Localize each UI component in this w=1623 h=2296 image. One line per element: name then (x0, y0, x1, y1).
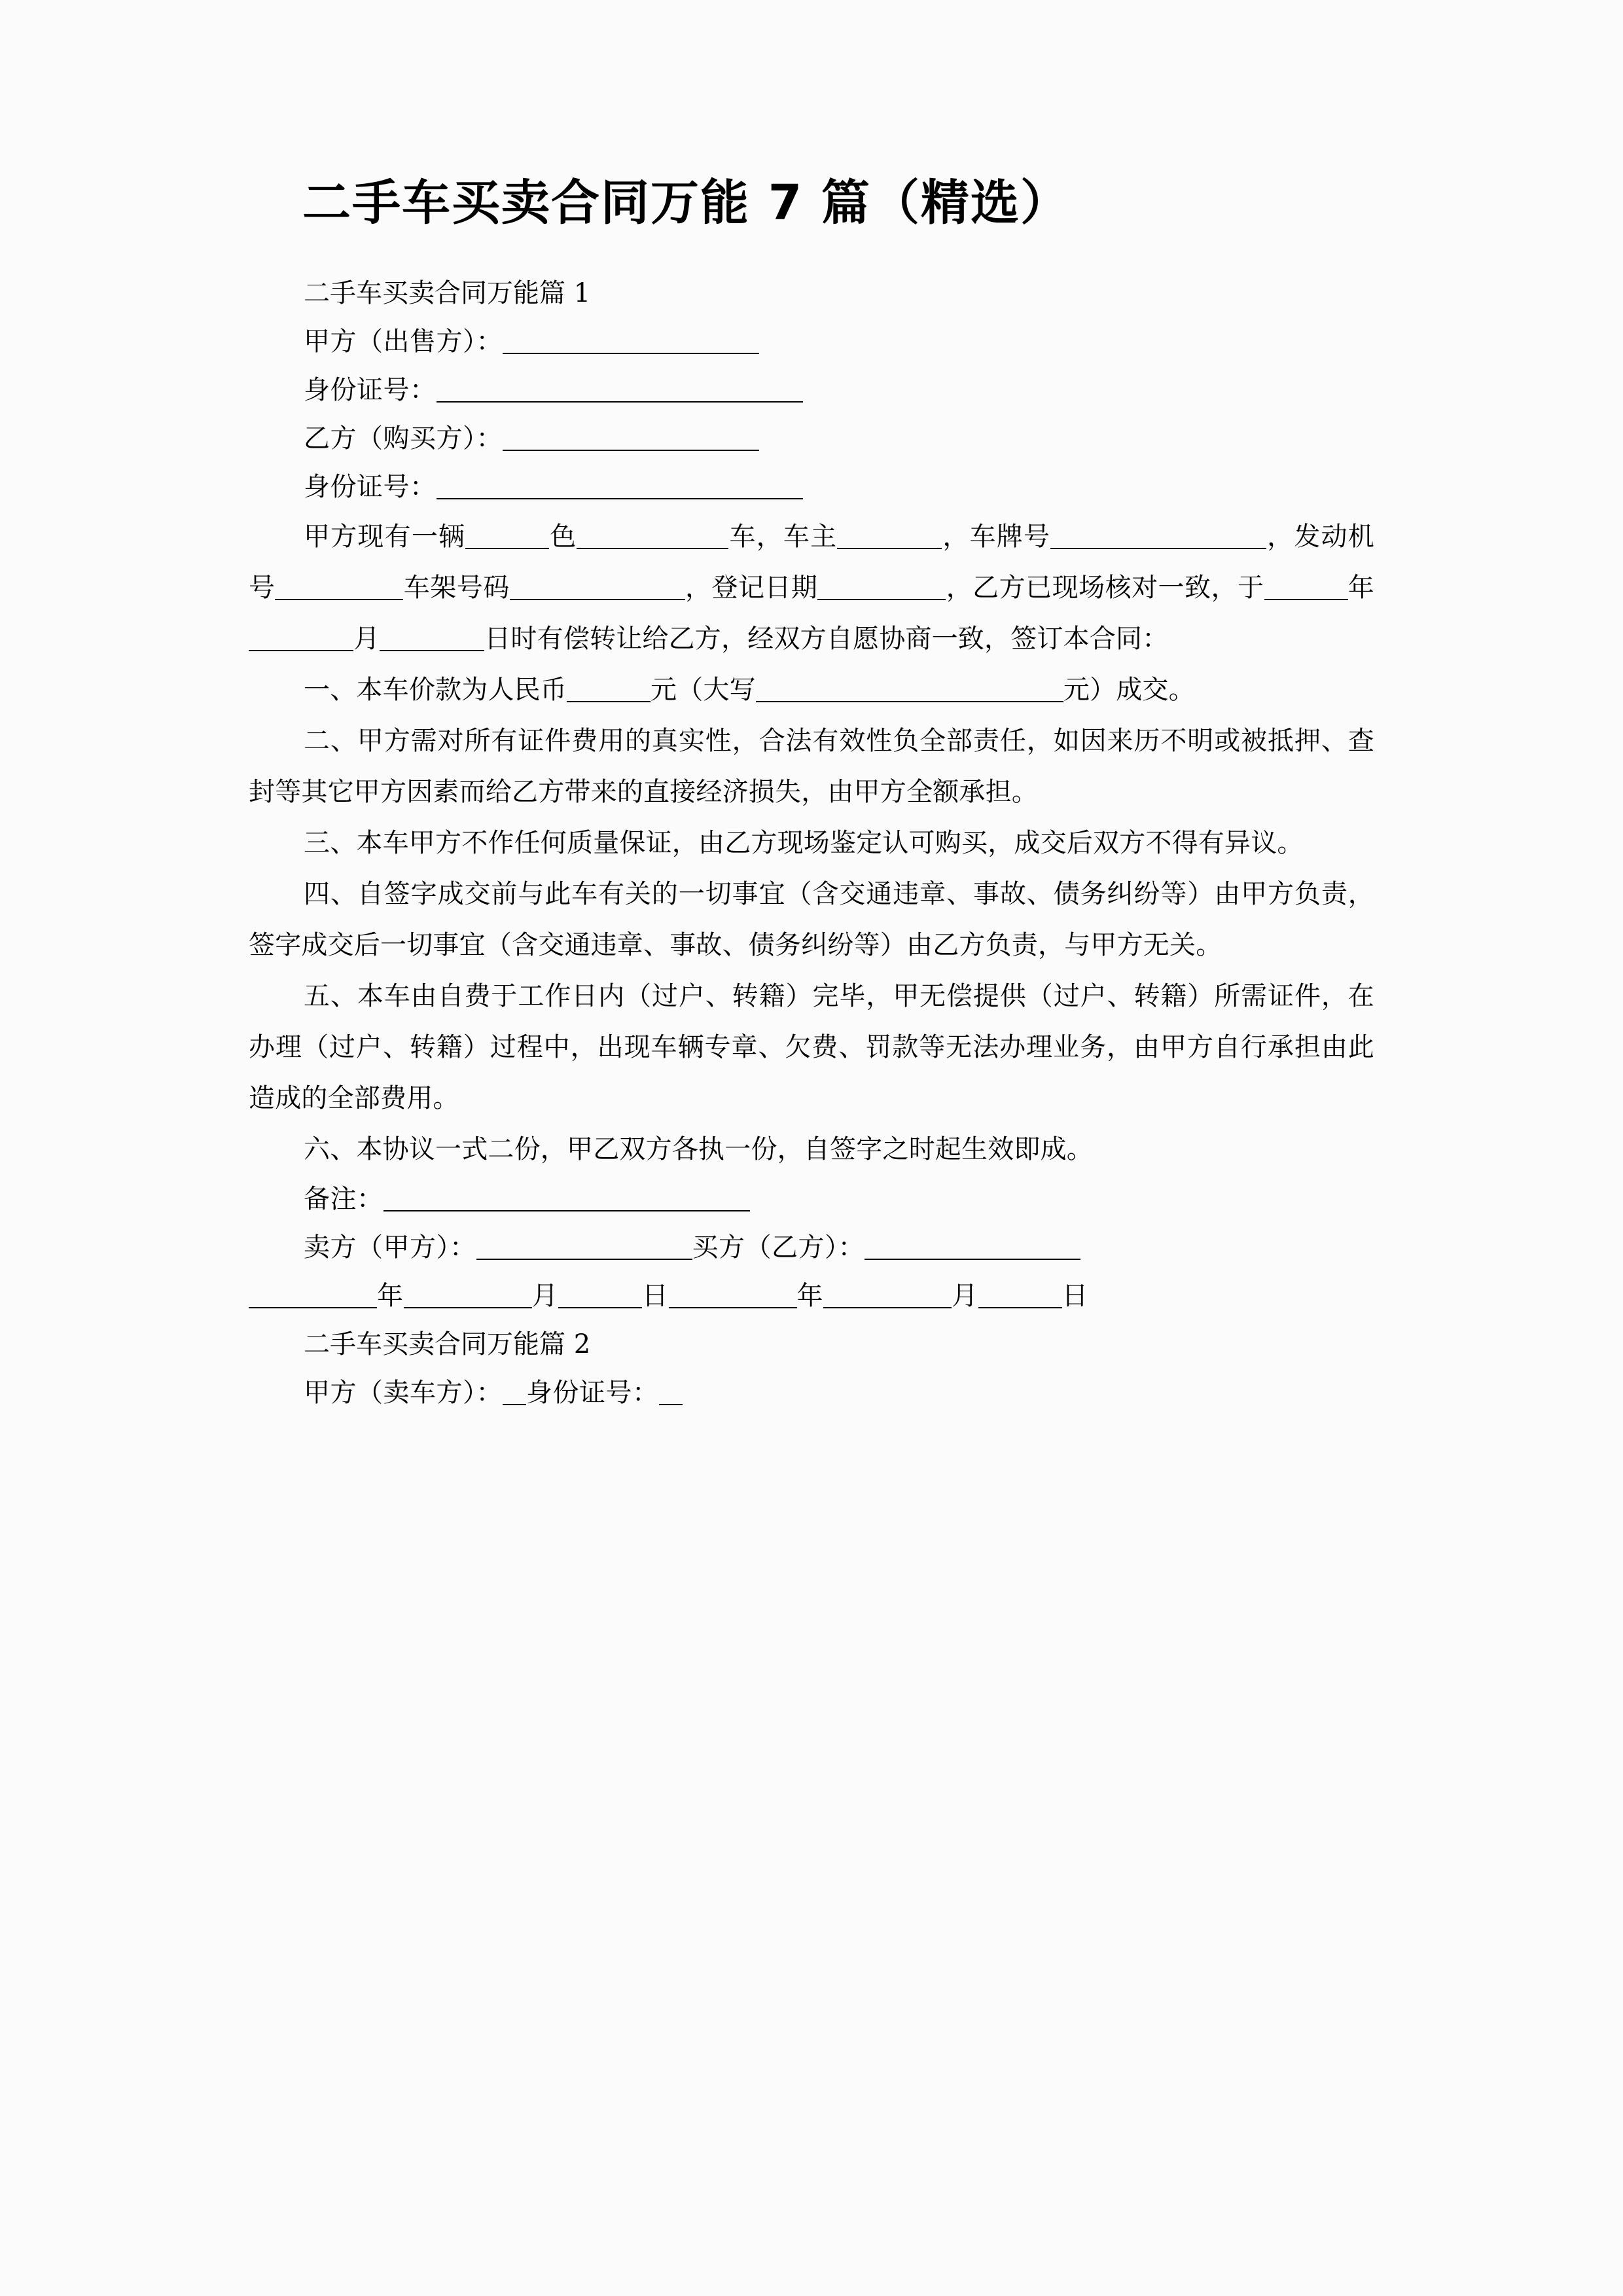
seller-id-label: 身份证号： (304, 375, 437, 406)
seller-id-field-row (249, 366, 1374, 414)
buyer-id-field-row (249, 463, 1374, 511)
price-words-blank[interactable] (756, 681, 1063, 702)
seller-day-blank[interactable] (558, 1287, 642, 1308)
document-content (249, 0, 1374, 1417)
clause-4-paragraph: 四、自签字成交前与此车有关的一切事宜（含交通违章、事故、债务纠纷等）由甲方负责，签字成交后一切事宜（含交通违章、事故、债务纠纷等）由乙方负责，与甲方无关。 (249, 879, 1374, 961)
vehicle-text-6: 车架号码 (403, 573, 510, 603)
vehicle-text-9: 年 (1347, 573, 1374, 603)
seller-year-blank[interactable] (249, 1287, 377, 1308)
seller-year-label: 年 (377, 1281, 404, 1312)
vehicle-vin-blank[interactable] (510, 579, 685, 600)
seller-field-row (249, 317, 1374, 366)
seller-name-blank[interactable] (503, 333, 759, 354)
remark-row (249, 1175, 1374, 1223)
vehicle-text-11: 日时有偿转让给乙方，经双方自愿协商一致，签订本合同： (484, 624, 1169, 655)
clause-6-paragraph: 六、本协议一式二份，甲乙双方各执一份，自签字之时起生效即成。 (304, 1134, 1093, 1165)
section-2-seller-row (249, 1369, 1374, 1417)
clause-1-text-a: 一、本车价款为人民币 (304, 675, 567, 706)
vehicle-reg-date-blank[interactable] (817, 579, 946, 600)
page-title: 二手车买卖合同万能 7 篇（精选） (302, 175, 1071, 231)
clause-1-text-c: 元）成交。 (1063, 675, 1195, 706)
signature-names-row (249, 1223, 1374, 1272)
vehicle-text-3: 车，车主 (728, 522, 838, 552)
signature-buyer-blank[interactable] (865, 1239, 1080, 1260)
signature-buyer-label: 买方（乙方）： (692, 1232, 865, 1263)
section-2-id-label: 身份证号： (526, 1378, 659, 1408)
section-1-heading: 二手车买卖合同万能篇 1 (304, 278, 591, 309)
buyer-day-blank[interactable] (978, 1287, 1062, 1308)
vehicle-text-2: 色 (549, 522, 577, 552)
buyer-year-blank[interactable] (669, 1287, 797, 1308)
remark-label: 备注： (304, 1184, 383, 1215)
transfer-day-blank[interactable] (380, 630, 484, 651)
vehicle-text-8: ，乙方已现场核对一致，于 (946, 573, 1264, 603)
section-2-seller-label: 甲方（卖车方）： (304, 1378, 503, 1408)
buyer-label: 乙方（购买方）： (304, 423, 503, 454)
transfer-month-blank[interactable] (249, 630, 353, 651)
vehicle-text-7: ，登记日期 (685, 573, 818, 603)
signature-dates-row (249, 1272, 1374, 1320)
vehicle-model-blank[interactable] (577, 528, 728, 549)
vehicle-text-1: 甲方现有一辆 (304, 522, 466, 552)
seller-month-label: 月 (531, 1281, 558, 1312)
seller-label: 甲方（出售方）： (304, 327, 503, 357)
section-2-heading: 二手车买卖合同万能篇 2 (304, 1329, 591, 1360)
vehicle-text-4: ，车牌号 (942, 522, 1051, 552)
signature-seller-label: 卖方（甲方）： (304, 1232, 476, 1263)
remark-blank[interactable] (383, 1191, 750, 1211)
clause-1-paragraph (249, 664, 1374, 715)
buyer-year-label: 年 (796, 1281, 823, 1312)
buyer-name-blank[interactable] (503, 430, 759, 451)
buyer-field-row (249, 414, 1374, 463)
buyer-id-blank[interactable] (437, 478, 803, 499)
clause-1-text-b: 元（大写 (651, 675, 756, 706)
buyer-month-blank[interactable] (823, 1287, 952, 1308)
section-2-seller-blank[interactable] (503, 1384, 526, 1405)
price-number-blank[interactable] (567, 681, 651, 702)
seller-id-blank[interactable] (437, 382, 803, 403)
vehicle-owner-blank[interactable] (837, 528, 942, 549)
buyer-id-label: 身份证号： (304, 472, 437, 503)
vehicle-text-10: 月 (353, 624, 380, 655)
vehicle-details-paragraph (249, 511, 1374, 664)
vehicle-color-blank[interactable] (465, 528, 549, 549)
clause-2-paragraph: 二、甲方需对所有证件费用的真实性，合法有效性负全部责任，如因来历不明或被抵押、查封等其它甲方因素而给乙方带来的直接经济损失，由甲方全额承担。 (249, 726, 1374, 808)
section-2-id-blank[interactable] (659, 1384, 683, 1405)
vehicle-plate-blank[interactable] (1050, 528, 1266, 549)
vehicle-engine-blank[interactable] (275, 579, 403, 600)
buyer-month-label: 月 (952, 1281, 978, 1312)
transfer-year-blank[interactable] (1264, 579, 1348, 600)
signature-seller-blank[interactable] (476, 1239, 692, 1260)
vehicle-text-5: ，发动机号 (249, 522, 1374, 603)
seller-month-blank[interactable] (404, 1287, 532, 1308)
clause-3-paragraph: 三、本车甲方不作任何质量保证，由乙方现场鉴定认可购买，成交后双方不得有异议。 (304, 828, 1304, 859)
seller-day-label: 日 (642, 1281, 669, 1312)
buyer-day-label: 日 (1061, 1281, 1088, 1312)
clause-5-paragraph: 五、本车由自费于工作日内（过户、转籍）完毕，甲无偿提供（过户、转籍）所需证件，在办理（过户、转籍）过程中，出现车辆专章、欠费、罚款等无法办理业务，由甲方自行承担由此造成的全部费用。 (249, 981, 1374, 1114)
